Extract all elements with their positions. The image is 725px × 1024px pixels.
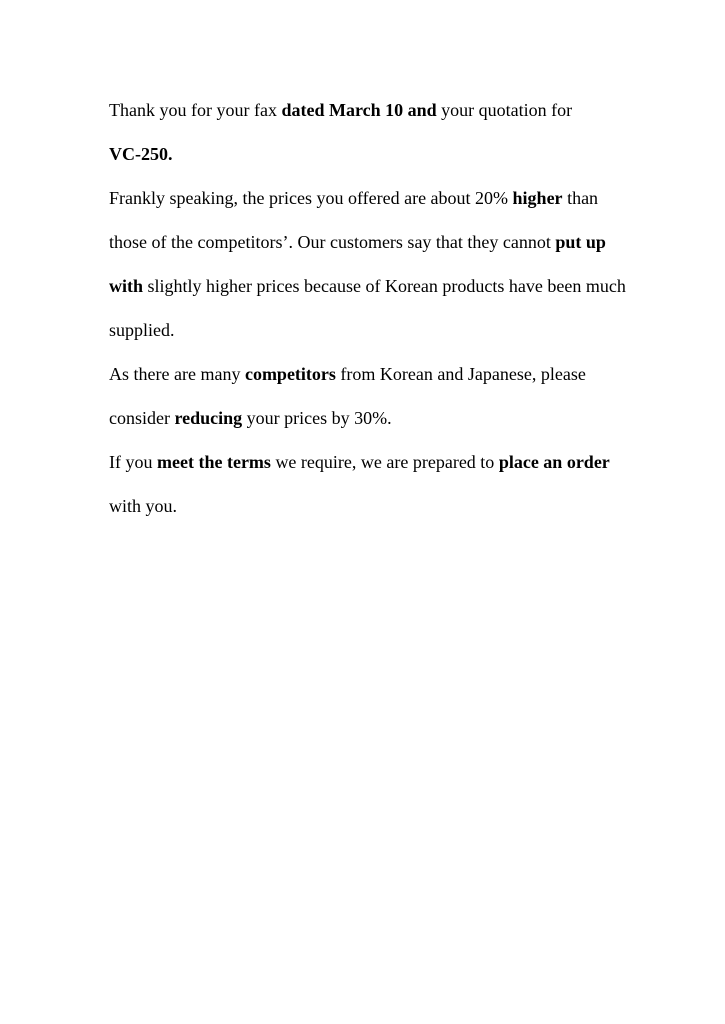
text-segment: slightly higher prices because of Korean products have been much supplied.: [109, 276, 626, 340]
paragraph-price-reduction: [109, 352, 629, 440]
bold-segment: higher: [512, 188, 563, 208]
bold-segment: meet the terms: [157, 452, 271, 472]
text-segment: As there are many: [109, 364, 245, 384]
paragraph-fax-thanks: [109, 88, 629, 176]
letter-body: [109, 88, 629, 528]
bold-segment: dated March 10 and: [281, 100, 437, 120]
text-segment: your prices by 30%.: [242, 408, 392, 428]
text-segment: we require, we are prepared to: [270, 452, 499, 472]
paragraph-price-comparison: [109, 176, 629, 352]
bold-segment: put up with: [109, 232, 606, 296]
text-segment: than those of the competitors’. Our customers say that they cannot: [109, 188, 599, 252]
text-segment: If you: [109, 452, 157, 472]
bold-segment: place an order: [498, 452, 610, 472]
bold-segment: VC-250.: [109, 144, 173, 164]
bold-segment: competitors: [244, 364, 336, 384]
text-segment: Thank you for your fax: [109, 100, 282, 120]
text-segment: your quotation for: [436, 100, 573, 120]
text-segment: with you.: [109, 496, 178, 516]
text-segment: Frankly speaking, the prices you offered are about 20%: [109, 188, 513, 208]
paragraph-order-terms: [109, 440, 629, 528]
text-segment: from Korean and Japanese, please consider: [109, 364, 586, 428]
bold-segment: reducing: [174, 408, 243, 428]
